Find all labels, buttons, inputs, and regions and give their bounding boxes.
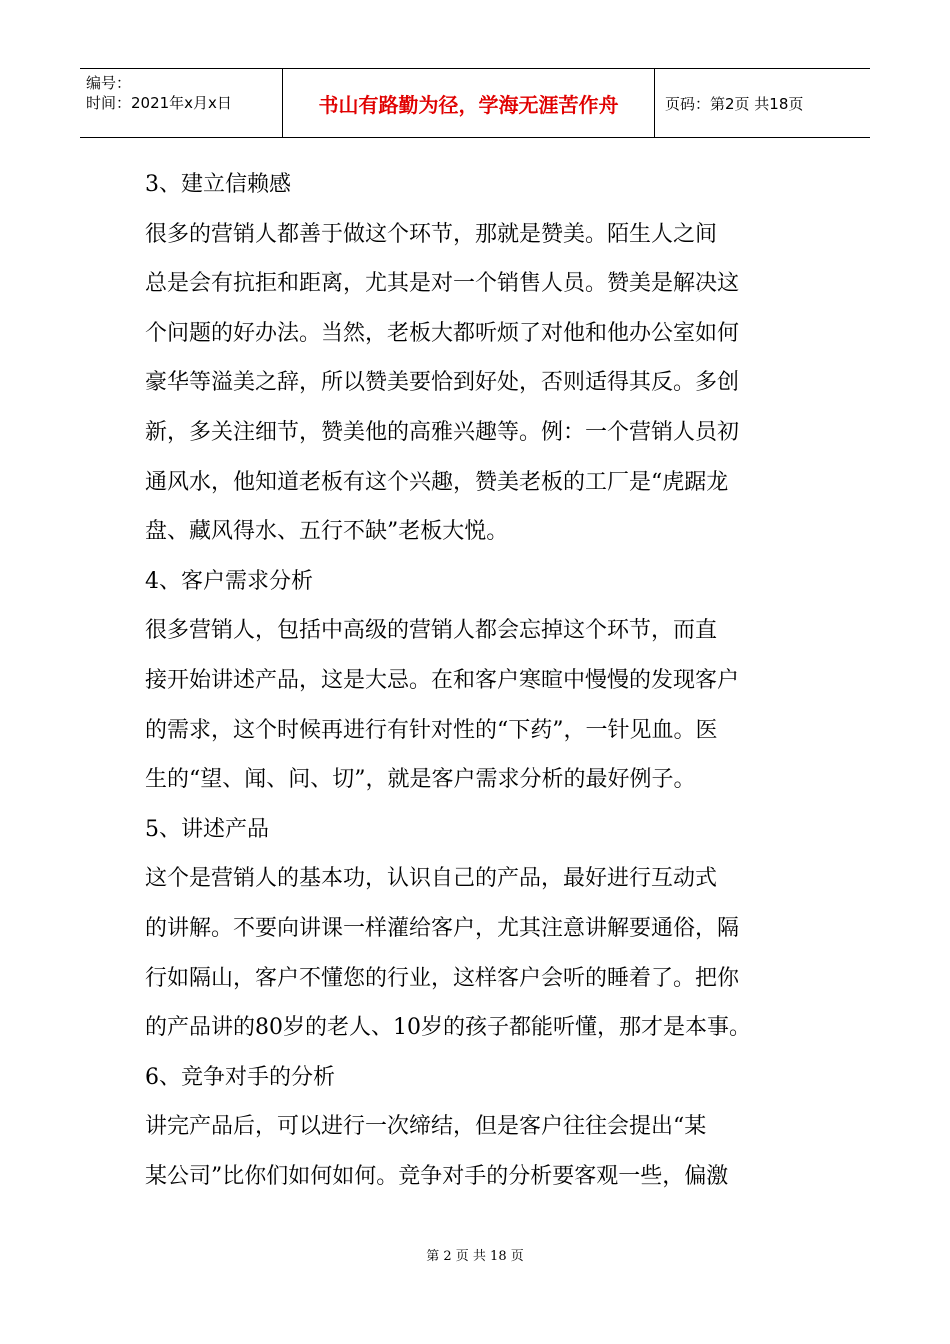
page-header [80,68,870,138]
text-line: 通风水，他知道老板有这个兴趣，赞美老板的工厂是“虎踞龙 [145,469,729,495]
number-label: 编号： [86,74,132,92]
text-line: 很多营销人，包括中高级的营销人都会忘掉这个环节，而直 [145,618,718,644]
text-line: 6、竞争对手的分析 [145,1064,335,1090]
header-page-cell [655,69,870,137]
text-line: 个问题的好办法。当然，老板大都听烦了对他和他办公室如何 [145,320,740,346]
header-motto-cell [283,69,655,137]
body-text [145,160,815,1201]
time-label: 时间：2021年x月x日 [86,94,232,112]
motto: 书山有路勤为径，学海无涯苦作舟 [318,92,619,117]
text-line: 的需求，这个时候再进行有针对性的“下药”，一针见血。医 [145,717,718,743]
text-line: 行如隔山，客户不懂您的行业，这样客户会听的睡着了。把你 [145,965,740,991]
text-line: 豪华等溢美之辞，所以赞美要恰到好处，否则适得其反。多创 [145,370,740,396]
text-line: 新，多关注细节，赞美他的高雅兴趣等。例：一个营销人员初 [145,419,740,445]
text-line: 盘、藏风得水、五行不缺”老板大悦。 [145,519,509,545]
page-code: 页码：第2页 共18页 [665,94,804,113]
text-line: 讲完产品后，可以进行一次缔结，但是客户往往会提出“某 [145,1114,707,1140]
text-line: 4、客户需求分析 [145,568,313,594]
text-line: 某公司”比你们如何如何。竞争对手的分析要客观一些，偏激 [145,1163,729,1189]
text-line: 3、建立信赖感 [145,172,291,197]
text-line: 5、讲述产品 [145,816,269,842]
text-line: 总是会有抗拒和距离，尤其是对一个销售人员。赞美是解决这 [145,271,740,297]
page-footer: 第 2 页 共 18 页 [426,1249,524,1264]
text-line: 生的“望、闻、问、切”，就是客户需求分析的最好例子。 [145,767,696,793]
text-line: 接开始讲述产品，这是大忌。在和客户寒暄中慢慢的发现客户 [145,667,740,693]
header-meta [80,69,283,137]
text-line: 的产品讲的80岁的老人、10岁的孩子都能听懂，那才是本事。 [145,1015,751,1041]
text-line: 的讲解。不要向讲课一样灌给客户，尤其注意讲解要通俗，隔 [145,915,740,941]
text-line: 这个是营销人的基本功，认识自己的产品，最好进行互动式 [145,866,718,892]
text-line: 很多的营销人都善于做这个环节，那就是赞美。陌生人之间 [145,221,718,247]
